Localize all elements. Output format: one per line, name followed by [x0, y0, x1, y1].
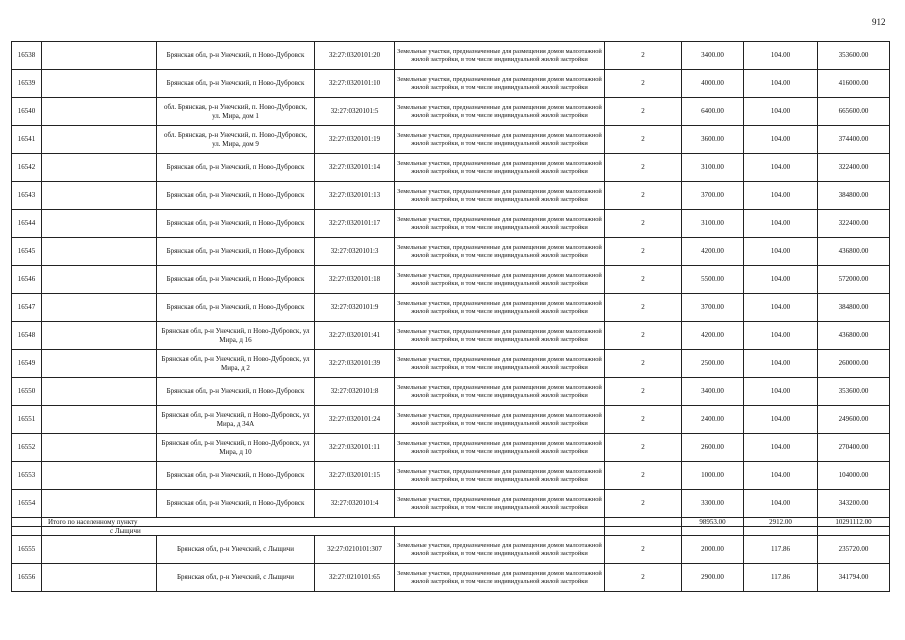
cell-number: 16554 [12, 490, 42, 518]
cell-empty [395, 527, 605, 536]
cell-price: 104.00 [744, 462, 818, 490]
cell-area: 3400.00 [682, 378, 744, 406]
cell-group: 2 [605, 378, 682, 406]
table-row [12, 266, 890, 294]
table-row [12, 70, 890, 98]
subsection-label: с Лыщичи [42, 527, 395, 536]
table-row [12, 154, 890, 182]
cell-area: 3100.00 [682, 154, 744, 182]
cell-address: Брянская обл, р-н Унечский, п Ново-Дубровск [157, 294, 315, 322]
page-number: 912 [872, 17, 886, 27]
cell-land-use: Земельные участки, предназначенные для размещения домов малоэтажной жилой застройки, в том числе индивидуальной жилой застройки [395, 126, 605, 154]
total-label: Итого по населенному пункту [42, 518, 605, 527]
cell-cadastral-number: 32:27:0320101:19 [315, 126, 395, 154]
cell-number: 16543 [12, 182, 42, 210]
cell-cadastral-number: 32:27:0320101:10 [315, 70, 395, 98]
cell-empty [42, 266, 157, 294]
cell-cadastral-number: 32:27:0320101:9 [315, 294, 395, 322]
cell-group: 2 [605, 98, 682, 126]
cell-empty [42, 154, 157, 182]
cell-empty [42, 294, 157, 322]
cell-price: 104.00 [744, 98, 818, 126]
cell-number: 16545 [12, 238, 42, 266]
table-row [12, 238, 890, 266]
cell-cadastral-value: 249600.00 [818, 406, 890, 434]
cell-area: 3400.00 [682, 42, 744, 70]
cell-price: 104.00 [744, 126, 818, 154]
cell-price: 117.86 [744, 536, 818, 564]
cell-number: 16538 [12, 42, 42, 70]
cell-land-use: Земельные участки, предназначенные для размещения домов малоэтажной жилой застройки, в том числе индивидуальной жилой застройки [395, 238, 605, 266]
cell-area: 2600.00 [682, 434, 744, 462]
cell-group: 2 [605, 182, 682, 210]
cell-empty [42, 462, 157, 490]
cell-price: 104.00 [744, 42, 818, 70]
table-row [12, 98, 890, 126]
cell-address: Брянская обл, р-н Унечский, п Ново-Дубровск [157, 182, 315, 210]
cell-land-use: Земельные участки, предназначенные для размещения домов малоэтажной жилой застройки, в том числе индивидуальной жилой застройки [395, 462, 605, 490]
cell-price: 104.00 [744, 266, 818, 294]
cell-cadastral-value: 436800.00 [818, 322, 890, 350]
cell-cadastral-number: 32:27:0320101:5 [315, 98, 395, 126]
table-row [12, 182, 890, 210]
cell-cadastral-value: 384800.00 [818, 182, 890, 210]
cell-cadastral-number: 32:27:0320101:18 [315, 266, 395, 294]
cell-price: 104.00 [744, 210, 818, 238]
cell-area: 5500.00 [682, 266, 744, 294]
cell-area: 3100.00 [682, 210, 744, 238]
cell-group: 2 [605, 154, 682, 182]
cell-area: 4200.00 [682, 238, 744, 266]
cell-group: 2 [605, 434, 682, 462]
cell-address: Брянская обл, р-н Унечский, п Ново-Дубровск, ул Мира, д 10 [157, 434, 315, 462]
cell-number: 16540 [12, 98, 42, 126]
cell-address: Брянская обл, р-н Унечский, п Ново-Дубровск [157, 154, 315, 182]
cell-group: 2 [605, 266, 682, 294]
cell-area: 3700.00 [682, 182, 744, 210]
cell-address: Брянская обл, р-н Унечский, п Ново-Дубровск, ул Мира, д 16 [157, 322, 315, 350]
cell-area: 2000.00 [682, 536, 744, 564]
table-row [12, 350, 890, 378]
cell-cadastral-value: 104000.00 [818, 462, 890, 490]
table-body [12, 42, 890, 592]
cell-number: 16551 [12, 406, 42, 434]
cell-area: 4000.00 [682, 70, 744, 98]
cell-empty [42, 238, 157, 266]
cell-empty [605, 518, 682, 527]
cell-cadastral-value: 436800.00 [818, 238, 890, 266]
cell-empty [12, 527, 42, 536]
cell-empty [42, 536, 157, 564]
cell-number: 16556 [12, 564, 42, 592]
cell-empty [42, 490, 157, 518]
cell-empty [42, 182, 157, 210]
table-row [12, 406, 890, 434]
cell-cadastral-number: 32:27:0320101:41 [315, 322, 395, 350]
cell-cadastral-value: 384800.00 [818, 294, 890, 322]
cell-cadastral-value: 353600.00 [818, 378, 890, 406]
cell-group: 2 [605, 406, 682, 434]
cell-empty [42, 378, 157, 406]
cell-address: Брянская обл, р-н Унечский, с Лыщичи [157, 536, 315, 564]
cell-address: Брянская обл, р-н Унечский, п Ново-Дубровск [157, 70, 315, 98]
cell-cadastral-number: 32:27:0320101:15 [315, 462, 395, 490]
cell-cadastral-number: 32:27:0320101:4 [315, 490, 395, 518]
cell-price: 104.00 [744, 238, 818, 266]
table-row [12, 536, 890, 564]
cell-group: 2 [605, 70, 682, 98]
cell-address: Брянская обл, р-н Унечский, п Ново-Дубровск [157, 238, 315, 266]
cell-number: 16553 [12, 462, 42, 490]
cell-address: Брянская обл, р-н Унечский, п Ново-Дубровск [157, 210, 315, 238]
cell-area: 1000.00 [682, 462, 744, 490]
cell-group: 2 [605, 210, 682, 238]
cell-empty [42, 70, 157, 98]
cell-address: Брянская обл, р-н Унечский, п Ново-Дубровск [157, 490, 315, 518]
cell-land-use: Земельные участки, предназначенные для размещения домов малоэтажной жилой застройки, в том числе индивидуальной жилой застройки [395, 378, 605, 406]
subsection-row [12, 527, 890, 536]
cell-land-use: Земельные участки, предназначенные для размещения домов малоэтажной жилой застройки, в том числе индивидуальной жилой застройки [395, 42, 605, 70]
table-row [12, 294, 890, 322]
table-row [12, 210, 890, 238]
table-row [12, 490, 890, 518]
table-row [12, 462, 890, 490]
cell-number: 16555 [12, 536, 42, 564]
cell-address: обл. Брянская, р-н Унечский, п. Ново-Дубровск, ул. Мира, дом 1 [157, 98, 315, 126]
cell-cadastral-value: 341794.00 [818, 564, 890, 592]
cell-cadastral-value: 665600.00 [818, 98, 890, 126]
cell-area: 2900.00 [682, 564, 744, 592]
total-value: 10291112.00 [818, 518, 890, 527]
cell-land-use: Земельные участки, предназначенные для размещения домов малоэтажной жилой застройки, в том числе индивидуальной жилой застройки [395, 70, 605, 98]
cell-price: 104.00 [744, 182, 818, 210]
cell-address: Брянская обл, р-н Унечский, п Ново-Дубровск, ул Мира, д 2 [157, 350, 315, 378]
cell-empty [42, 322, 157, 350]
cell-number: 16548 [12, 322, 42, 350]
cell-cadastral-number: 32:27:0320101:20 [315, 42, 395, 70]
cell-price: 104.00 [744, 350, 818, 378]
total-area: 98953.00 [682, 518, 744, 527]
cell-price: 104.00 [744, 406, 818, 434]
cell-number: 16541 [12, 126, 42, 154]
table-row [12, 378, 890, 406]
cell-empty [42, 564, 157, 592]
cell-cadastral-value: 343200.00 [818, 490, 890, 518]
cell-land-use: Земельные участки, предназначенные для размещения домов малоэтажной жилой застройки, в том числе индивидуальной жилой застройки [395, 406, 605, 434]
cell-address: Брянская обл, р-н Унечский, п Ново-Дубровск [157, 42, 315, 70]
cell-number: 16550 [12, 378, 42, 406]
cell-cadastral-number: 32:27:0320101:3 [315, 238, 395, 266]
cell-group: 2 [605, 462, 682, 490]
cell-price: 104.00 [744, 154, 818, 182]
cell-cadastral-value: 260000.00 [818, 350, 890, 378]
cell-cadastral-number: 32:27:0320101:17 [315, 210, 395, 238]
cell-number: 16549 [12, 350, 42, 378]
cell-empty [42, 42, 157, 70]
cell-number: 16546 [12, 266, 42, 294]
cell-address: Брянская обл, р-н Унечский, п Ново-Дубровск, ул Мира, д 34А [157, 406, 315, 434]
cell-cadastral-value: 322400.00 [818, 210, 890, 238]
cell-price: 104.00 [744, 322, 818, 350]
cell-group: 2 [605, 564, 682, 592]
cell-cadastral-number: 32:27:0320101:13 [315, 182, 395, 210]
table-row [12, 434, 890, 462]
cell-group: 2 [605, 42, 682, 70]
cell-empty [42, 434, 157, 462]
cell-land-use: Земельные участки, предназначенные для размещения домов малоэтажной жилой застройки, в том числе индивидуальной жилой застройки [395, 154, 605, 182]
cell-group: 2 [605, 238, 682, 266]
cell-area: 3600.00 [682, 126, 744, 154]
cell-number: 16539 [12, 70, 42, 98]
cell-cadastral-value: 416000.00 [818, 70, 890, 98]
cell-area: 4200.00 [682, 322, 744, 350]
cell-price: 117.86 [744, 564, 818, 592]
cell-cadastral-value: 270400.00 [818, 434, 890, 462]
cell-empty [744, 527, 818, 536]
total-row [12, 518, 890, 527]
cell-cadastral-number: 32:27:0210101:307 [315, 536, 395, 564]
cell-empty [682, 527, 744, 536]
cell-cadastral-value: 374400.00 [818, 126, 890, 154]
table-row [12, 126, 890, 154]
cell-land-use: Земельные участки, предназначенные для размещения домов малоэтажной жилой застройки, в том числе индивидуальной жилой застройки [395, 182, 605, 210]
cell-group: 2 [605, 536, 682, 564]
cell-cadastral-value: 235720.00 [818, 536, 890, 564]
cell-cadastral-number: 32:27:0320101:24 [315, 406, 395, 434]
cell-group: 2 [605, 294, 682, 322]
cell-cadastral-value: 353600.00 [818, 42, 890, 70]
cell-cadastral-value: 572000.00 [818, 266, 890, 294]
table-row [12, 564, 890, 592]
land-registry-table [11, 41, 890, 592]
cell-address: обл. Брянская, р-н Унечский, п. Ново-Дубровск, ул. Мира, дом 9 [157, 126, 315, 154]
cell-address: Брянская обл, р-н Унечский, п Ново-Дубровск [157, 266, 315, 294]
cell-land-use: Земельные участки, предназначенные для размещения домов малоэтажной жилой застройки, в том числе индивидуальной жилой застройки [395, 490, 605, 518]
cell-empty [42, 126, 157, 154]
cell-empty [605, 527, 682, 536]
cell-number: 16552 [12, 434, 42, 462]
cell-address: Брянская обл, р-н Унечский, с Лыщичи [157, 564, 315, 592]
cell-empty [42, 350, 157, 378]
cell-group: 2 [605, 350, 682, 378]
cell-address: Брянская обл, р-н Унечский, п Ново-Дубровск [157, 378, 315, 406]
cell-area: 6400.00 [682, 98, 744, 126]
cell-empty [42, 210, 157, 238]
cell-empty [42, 98, 157, 126]
cell-empty [42, 406, 157, 434]
cell-area: 3300.00 [682, 490, 744, 518]
cell-cadastral-number: 32:27:0320101:39 [315, 350, 395, 378]
total-price: 2912.00 [744, 518, 818, 527]
cell-number: 16544 [12, 210, 42, 238]
cell-number: 16547 [12, 294, 42, 322]
cell-cadastral-value: 322400.00 [818, 154, 890, 182]
cell-cadastral-number: 32:27:0320101:11 [315, 434, 395, 462]
cell-area: 2500.00 [682, 350, 744, 378]
cell-land-use: Земельные участки, предназначенные для размещения домов малоэтажной жилой застройки, в том числе индивидуальной жилой застройки [395, 322, 605, 350]
cell-cadastral-number: 32:27:0320101:8 [315, 378, 395, 406]
cell-land-use: Земельные участки, предназначенные для размещения домов малоэтажной жилой застройки, в том числе индивидуальной жилой застройки [395, 98, 605, 126]
cell-land-use: Земельные участки, предназначенные для размещения домов малоэтажной жилой застройки, в том числе индивидуальной жилой застройки [395, 294, 605, 322]
cell-land-use: Земельные участки, предназначенные для размещения домов малоэтажной жилой застройки, в том числе индивидуальной жилой застройки [395, 266, 605, 294]
cell-price: 104.00 [744, 490, 818, 518]
cell-price: 104.00 [744, 378, 818, 406]
cell-area: 2400.00 [682, 406, 744, 434]
cell-price: 104.00 [744, 70, 818, 98]
cell-address: Брянская обл, р-н Унечский, п Ново-Дубровск [157, 462, 315, 490]
cell-cadastral-number: 32:27:0210101:65 [315, 564, 395, 592]
cell-cadastral-number: 32:27:0320101:14 [315, 154, 395, 182]
cell-price: 104.00 [744, 294, 818, 322]
cell-land-use: Земельные участки, предназначенные для размещения домов малоэтажной жилой застройки, в том числе индивидуальной жилой застройки [395, 564, 605, 592]
cell-empty [12, 518, 42, 527]
cell-land-use: Земельные участки, предназначенные для размещения домов малоэтажной жилой застройки, в том числе индивидуальной жилой застройки [395, 350, 605, 378]
cell-group: 2 [605, 490, 682, 518]
cell-area: 3700.00 [682, 294, 744, 322]
table-row [12, 322, 890, 350]
cell-price: 104.00 [744, 434, 818, 462]
cell-number: 16542 [12, 154, 42, 182]
table-row [12, 42, 890, 70]
cell-group: 2 [605, 126, 682, 154]
cell-land-use: Земельные участки, предназначенные для размещения домов малоэтажной жилой застройки, в том числе индивидуальной жилой застройки [395, 210, 605, 238]
cell-land-use: Земельные участки, предназначенные для размещения домов малоэтажной жилой застройки, в том числе индивидуальной жилой застройки [395, 434, 605, 462]
cell-land-use: Земельные участки, предназначенные для размещения домов малоэтажной жилой застройки, в том числе индивидуальной жилой застройки [395, 536, 605, 564]
cell-empty [818, 527, 890, 536]
cell-group: 2 [605, 322, 682, 350]
